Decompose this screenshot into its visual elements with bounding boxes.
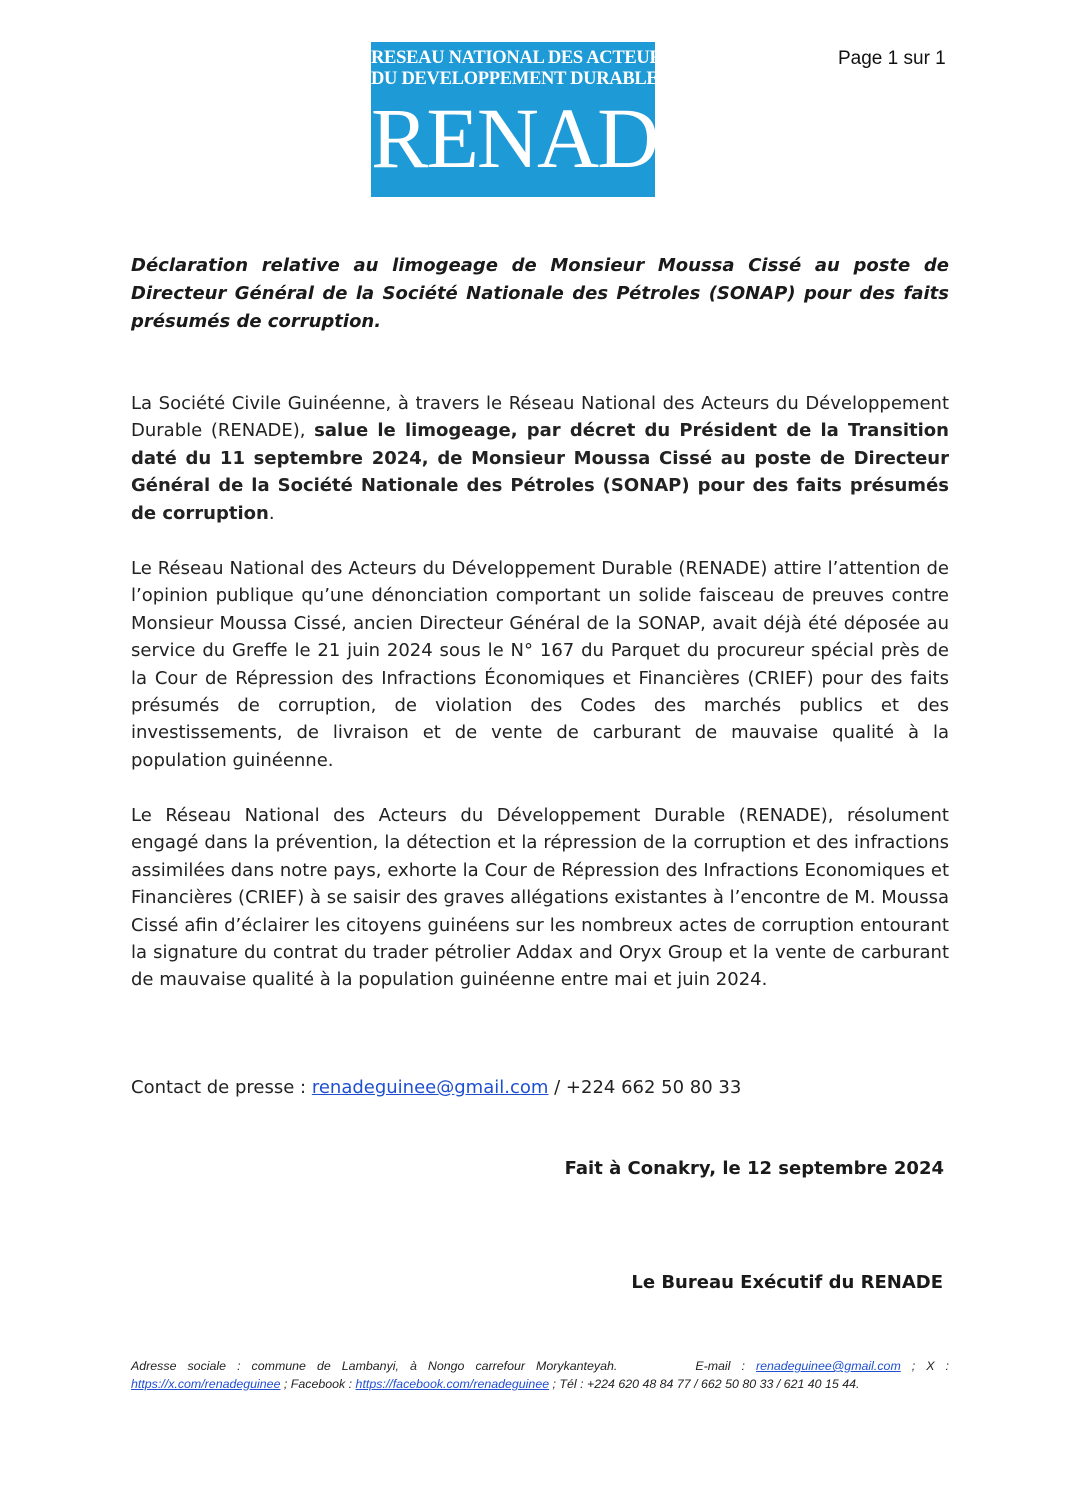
paragraph-1-intro: La Société Civile Guinéenne, à travers le Réseau National des Acteurs du Développement Durable (RENADE), — [131, 393, 949, 442]
footer-facebook-link[interactable]: https://facebook.com/renadeguinee — [355, 1377, 550, 1391]
logo-line-2: DU DEVELOPPEMENT DURABLE — [371, 69, 659, 89]
footer-email-link[interactable]: renadeguinee@gmail.com — [755, 1359, 901, 1373]
logo-acronym: RENADE — [371, 90, 708, 186]
paragraph-1 — [131, 390, 949, 527]
press-contact — [131, 1074, 949, 1101]
paragraph-2: Le Réseau National des Acteurs du Développement Durable (RENADE) attire l’attention de l’opinion publique qu’une dénonciation comportant un solide faisceau de preuves contre Monsieur Moussa Cissé, ancien Directeur Général de la SONAP, avait déjà été déposée au service du Greffe le 21 juin 2024 sous le N° 167 du Parquet du procureur spécial près de la Cour de Répression des Infractions Économiques et Financières (CRIEF) pour des faits présumés de corruption, de violation des Codes des marchés publics et des investissements, de livraison et de vente de carburant de mauvaise qualité à la population guinéenne. — [131, 558, 949, 771]
footer — [131, 1357, 949, 1393]
footer-email-label: E-mail : — [695, 1359, 756, 1373]
paragraph-3: Le Réseau National des Acteurs du Développement Durable (RENADE), résolument engagé dans la prévention, la détection et la répression de la corruption et des infractions assimilées dans notre pays, exhorte la Cour de Répression des Infractions Economiques et Financières (CRIEF) à se saisir des graves allégations existantes à l’encontre de M. Moussa Cissé afin d’éclairer les citoyens guinéens sur les nombreux actes de corruption entourant la signature du contrat du trader pétrolier Addax and Oryx Group et la vente de carburant de mauvaise qualité à la population guinéenne entre mai et juin 2024. — [131, 805, 949, 991]
contact-label: Contact de presse : — [131, 1077, 312, 1098]
paragraph-1-end: . — [268, 502, 275, 524]
footer-x-label: ; X : — [900, 1359, 949, 1373]
renade-logo — [371, 42, 708, 197]
contact-phone: / +224 662 50 80 33 — [548, 1077, 742, 1098]
signature: Le Bureau Exécutif du RENADE — [631, 1272, 943, 1293]
document-title: Déclaration relative au limogeage de Monsieur Moussa Cissé au poste de Directeur Général de la Société Nationale des Pétroles (SONAP) pour des faits présumés de corruption. — [131, 255, 949, 332]
footer-address: Adresse sociale : commune de Lambanyi, à Nongo carrefour Morykanteyah. — [131, 1359, 618, 1373]
logo-line-1: RESEAU NATIONAL DES ACTEURS — [371, 48, 673, 68]
page-number: Page 1 sur 1 — [838, 48, 946, 69]
contact-email-link[interactable]: renadeguinee@gmail.com — [311, 1077, 549, 1098]
footer-facebook-label: ; Facebook : — [280, 1377, 356, 1391]
footer-x-link[interactable]: https://x.com/renadeguinee — [131, 1377, 281, 1391]
paragraph-1-emphasis: salue le limogeage, par décret du Président de la Transition daté du 11 septembre 2024, de Monsieur Moussa Cissé au poste de Directeur Général de la Société Nationale des Pétroles (SONAP) pour des faits présumés de corruption — [131, 420, 949, 524]
footer-phone: ; Tél : +224 620 48 84 77 / 662 50 80 33 / 621 40 15 44. — [549, 1377, 860, 1391]
place-and-date: Fait à Conakry, le 12 septembre 2024 — [564, 1158, 944, 1179]
